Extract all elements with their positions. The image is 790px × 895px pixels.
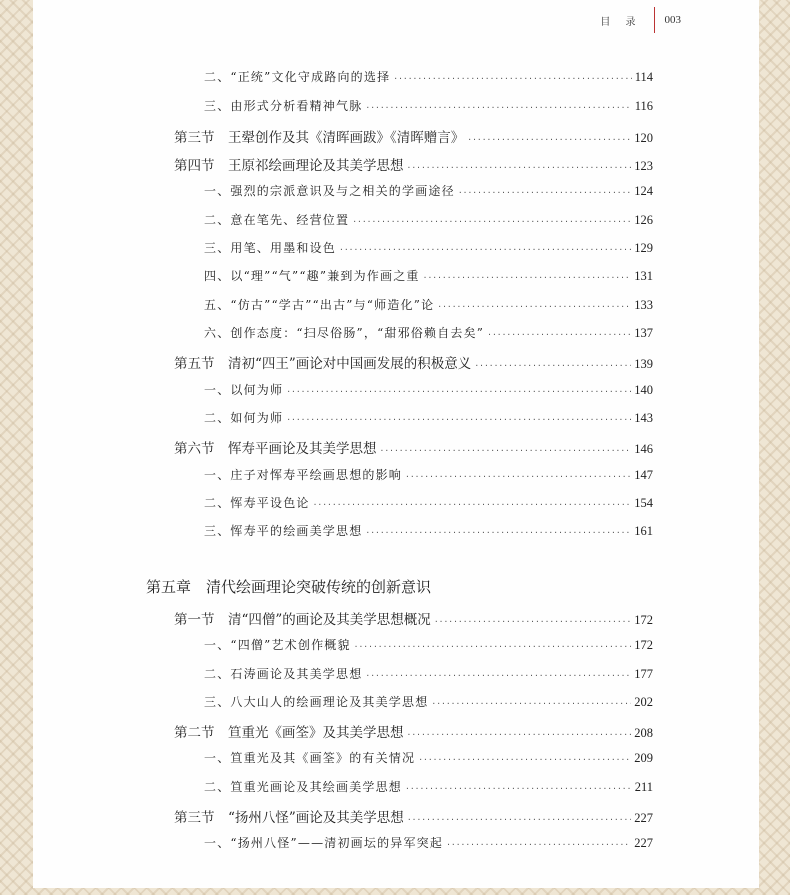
- toc-page-number: 161: [634, 524, 653, 538]
- toc-page-number: 137: [634, 326, 653, 340]
- toc-section[interactable]: [174, 437, 653, 457]
- toc-subsection[interactable]: [204, 296, 653, 313]
- toc-entry-title: 二、笪重光画论及其绘画美学思想: [204, 780, 403, 794]
- toc-section[interactable]: [174, 126, 653, 146]
- toc-leader-dots: [354, 642, 632, 651]
- toc-leader-dots: [286, 415, 631, 424]
- toc-leader-dots: [407, 163, 632, 172]
- toc-entry-title: 一、“扬州八怪”——清初画坛的异军突起: [204, 836, 444, 850]
- toc-entry-title: 第二节 笪重光《画筌》及其美学思想: [174, 725, 404, 741]
- toc-entry-title: 一、“四僧”艺术创作概貌: [204, 638, 351, 652]
- toc-page-number: 177: [634, 667, 653, 681]
- toc-subsection[interactable]: [204, 665, 653, 682]
- toc-subsection[interactable]: [204, 494, 653, 511]
- toc-page-number: 143: [634, 411, 653, 425]
- toc-page-number: 140: [634, 383, 653, 397]
- toc-page-number: 172: [634, 638, 653, 652]
- toc-leader-dots: [380, 446, 632, 455]
- toc-subsection[interactable]: [204, 239, 653, 256]
- toc-entry-title: 六、创作态度：“扫尽俗肠”，“甜邪俗赖自去矣”: [204, 326, 485, 340]
- toc-page-number: 116: [634, 99, 653, 113]
- toc-leader-dots: [423, 273, 632, 282]
- toc-subsection[interactable]: [204, 636, 653, 653]
- toc-leader-dots: [487, 330, 631, 339]
- toc-entry-title: 一、庄子对恽寿平绘画思想的影响: [204, 468, 403, 482]
- toc-leader-dots: [418, 755, 631, 764]
- toc-section[interactable]: [174, 721, 653, 741]
- toc-entry-title: 二、“正统”文化守成路向的选择: [204, 70, 391, 84]
- toc-leader-dots: [431, 699, 631, 708]
- toc-entry-title: 三、用笔、用墨和设色: [204, 241, 337, 255]
- toc-page-number: 147: [634, 468, 653, 482]
- toc-subsection[interactable]: [204, 834, 653, 851]
- toc-entry-title: 四、以“理”“气”“趣”兼到为作画之重: [204, 269, 420, 283]
- toc-subsection[interactable]: [204, 68, 653, 85]
- toc-page-number: 202: [634, 695, 653, 709]
- header-divider: [654, 7, 655, 33]
- toc-page-number: 154: [634, 496, 653, 510]
- toc-page-number: 227: [634, 836, 653, 850]
- toc-entry-title: 第四节 王原祁绘画理论及其美学思想: [174, 158, 404, 174]
- toc-entry-title: 三、恽寿平的绘画美学思想: [204, 524, 363, 538]
- header-page-number: 003: [664, 14, 681, 26]
- toc-leader-dots: [407, 730, 632, 739]
- toc-leader-dots: [339, 245, 631, 254]
- toc-entry-title: 一、笪重光及其《画筌》的有关情况: [204, 751, 416, 765]
- toc-page-number: 114: [634, 70, 653, 84]
- toc-page-number: 129: [634, 241, 653, 255]
- toc-leader-dots: [437, 302, 631, 311]
- toc-leader-dots: [458, 188, 631, 197]
- toc-subsection[interactable]: [204, 749, 653, 766]
- toc-page-number: 209: [634, 751, 653, 765]
- toc-leader-dots: [286, 387, 631, 396]
- toc-entry-title: 二、石涛画论及其美学思想: [204, 667, 363, 681]
- toc-entry-title: 三、由形式分析看精神气脉: [204, 99, 363, 113]
- toc-entry-title: 第六节 恽寿平画论及其美学思想: [174, 441, 377, 457]
- book-page: [33, 0, 759, 888]
- toc-page-number: 124: [634, 184, 653, 198]
- toc-section[interactable]: [174, 608, 653, 628]
- toc-subsection[interactable]: [204, 324, 653, 341]
- toc-entry-title: 第三节 “扬州八怪”画论及其美学思想: [174, 810, 404, 826]
- toc-subsection[interactable]: [204, 182, 653, 199]
- toc-leader-dots: [407, 815, 631, 824]
- toc-subsection[interactable]: [204, 778, 653, 795]
- toc-entry-title: 一、强烈的宗派意识及与之相关的学画途径: [204, 184, 455, 198]
- toc-page-number: 172: [634, 613, 653, 627]
- toc-chapter[interactable]: [146, 576, 653, 597]
- toc-subsection[interactable]: [204, 522, 653, 539]
- toc-entry-title: 第五章 清代绘画理论突破传统的创新意识: [146, 578, 432, 596]
- toc-page-number: 120: [634, 131, 653, 145]
- toc-page-number: 131: [634, 269, 653, 283]
- toc-entry-title: 二、恽寿平设色论: [204, 496, 310, 510]
- toc-page-number: 227: [634, 811, 653, 825]
- toc-leader-dots: [393, 74, 631, 83]
- toc-page-number: 133: [634, 298, 653, 312]
- toc-entry-title: 一、以何为师: [204, 383, 284, 397]
- toc-subsection[interactable]: [204, 409, 653, 426]
- toc-page-number: 126: [634, 213, 653, 227]
- toc-page-number: 139: [634, 357, 653, 371]
- toc-leader-dots: [474, 361, 631, 370]
- toc-subsection[interactable]: [204, 211, 653, 228]
- toc-entry-title: 第三节 王翚创作及其《清晖画跋》《清晖赠言》: [174, 130, 465, 146]
- toc-entry-title: 第一节 清“四僧”的画论及其美学思想概况: [174, 612, 431, 628]
- toc-entry-title: 二、意在笔先、经营位置: [204, 213, 350, 227]
- toc-page-number: 146: [634, 442, 653, 456]
- toc-leader-dots: [365, 671, 631, 680]
- toc-leader-dots: [352, 217, 631, 226]
- running-header: [600, 8, 681, 32]
- toc-section[interactable]: [174, 154, 653, 174]
- toc-subsection[interactable]: [204, 693, 653, 710]
- toc-page-number: 208: [634, 726, 653, 740]
- toc-leader-dots: [446, 840, 631, 849]
- toc-section[interactable]: [174, 352, 653, 372]
- toc-section[interactable]: [174, 806, 653, 826]
- toc-leader-dots: [467, 135, 631, 144]
- toc-entry-title: 二、如何为师: [204, 411, 284, 425]
- toc-entry-title: 第五节 清初“四王”画论对中国画发展的积极意义: [174, 356, 472, 372]
- toc-leader-dots: [313, 500, 632, 509]
- toc-page-number: 211: [634, 780, 653, 794]
- toc-entry-title: 三、八大山人的绘画理论及其美学思想: [204, 695, 429, 709]
- toc-leader-dots: [434, 617, 631, 626]
- toc-subsection[interactable]: [204, 466, 653, 483]
- header-title: 目 录: [600, 16, 642, 28]
- toc-leader-dots: [405, 784, 632, 793]
- toc-subsection[interactable]: [204, 267, 653, 284]
- toc-subsection[interactable]: [204, 381, 653, 398]
- toc-subsection[interactable]: [204, 97, 653, 114]
- toc-leader-dots: [365, 528, 631, 537]
- toc-page-number: 123: [634, 159, 653, 173]
- toc-leader-dots: [365, 103, 631, 112]
- toc-leader-dots: [405, 472, 631, 481]
- toc-entry-title: 五、“仿古”“学古”“出古”与“师造化”论: [204, 298, 435, 312]
